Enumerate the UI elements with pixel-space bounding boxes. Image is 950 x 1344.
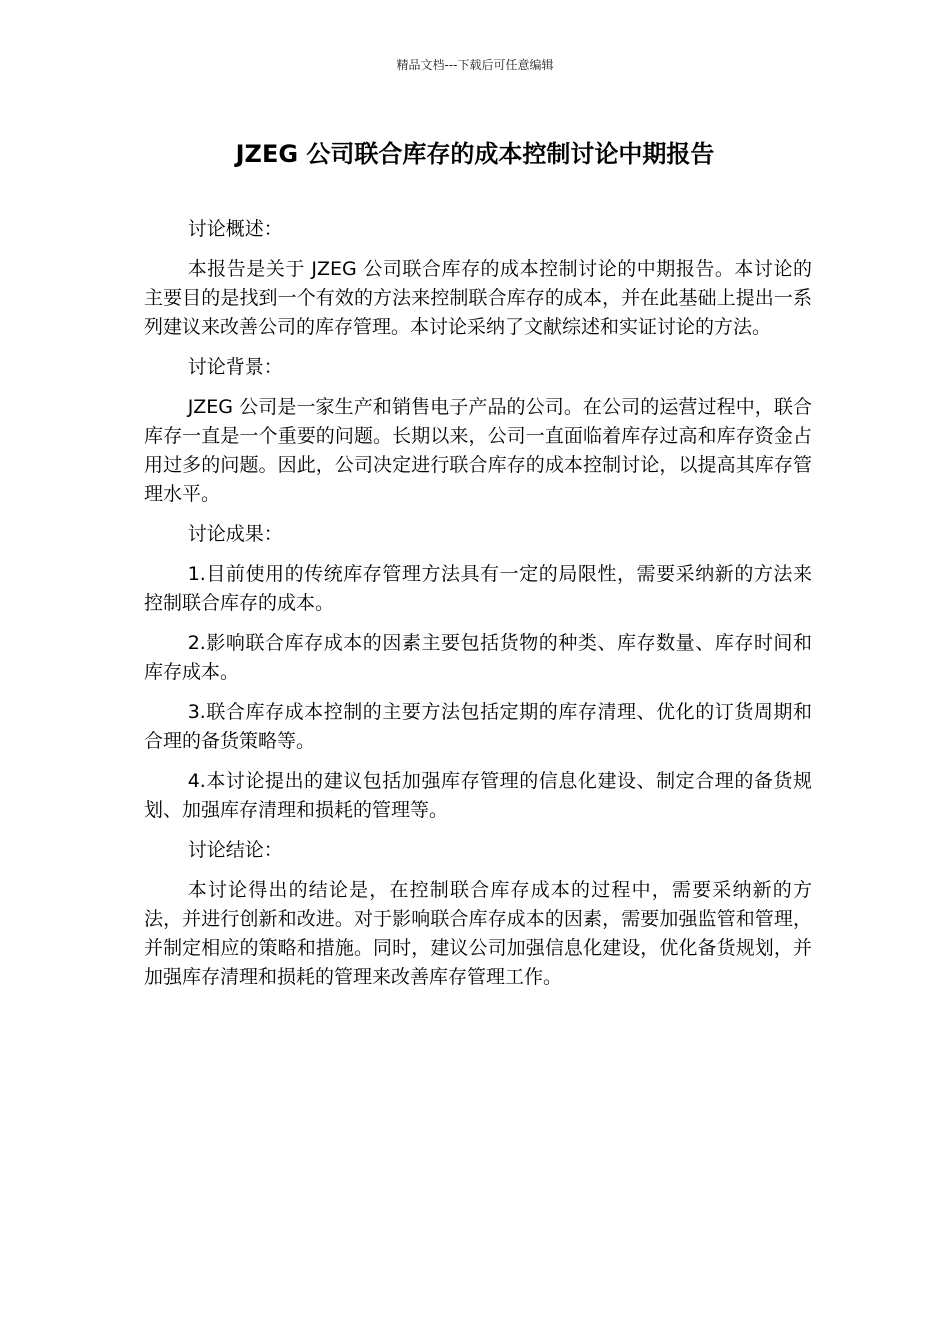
result-item-4: 4.本讨论提出的建议包括加强库存管理的信息化建设、制定合理的备货规划、加强库存清理和损耗的管理等。: [144, 770, 812, 821]
paragraph-background: JZEG 公司是一家生产和销售电子产品的公司。在公司的运营过程中，联合库存一直是一个重要的问题。长期以来，公司一直面临着库存过高和库存资金占用过多的问题。因此，公司决定进行联合库存的成本控制讨论，以提高其库存管理水平。: [144, 396, 812, 505]
document-body: [144, 215, 812, 1003]
paragraph-overview: 本报告是关于 JZEG 公司联合库存的成本控制讨论的中期报告。本讨论的主要目的是找到一个有效的方法来控制联合库存的成本，并在此基础上提出一系列建议来改善公司的库存管理。本讨论采纳了文献综述和实证讨论的方法。: [144, 258, 812, 338]
result-item-1: 1.目前使用的传统库存管理方法具有一定的局限性，需要采纳新的方法来控制联合库存的成本。: [144, 563, 812, 614]
header-note: 精品文档---下载后可任意编辑: [396, 58, 554, 72]
result-item-2: 2.影响联合库存成本的因素主要包括货物的种类、库存数量、库存时间和库存成本。: [144, 632, 812, 683]
section-heading-overview: 讨论概述：: [187, 218, 283, 240]
section-heading-results: 讨论成果：: [187, 523, 283, 545]
document-title: JZEG 公司联合库存的成本控制讨论中期报告: [235, 140, 715, 168]
section-heading-conclusion: 讨论结论：: [187, 839, 283, 861]
paragraph-conclusion: 本讨论得出的结论是，在控制联合库存成本的过程中，需要采纳新的方法，并进行创新和改进。对于影响联合库存成本的因素，需要加强监管和管理，并制定相应的策略和措施。同时，建议公司加强信息化建设，优化备货规划，并加强库存清理和损耗的管理来改善库存管理工作。: [144, 879, 812, 988]
result-item-3: 3.联合库存成本控制的主要方法包括定期的库存清理、优化的订货周期和合理的备货策略等。: [144, 701, 812, 752]
section-heading-background: 讨论背景：: [187, 356, 283, 378]
